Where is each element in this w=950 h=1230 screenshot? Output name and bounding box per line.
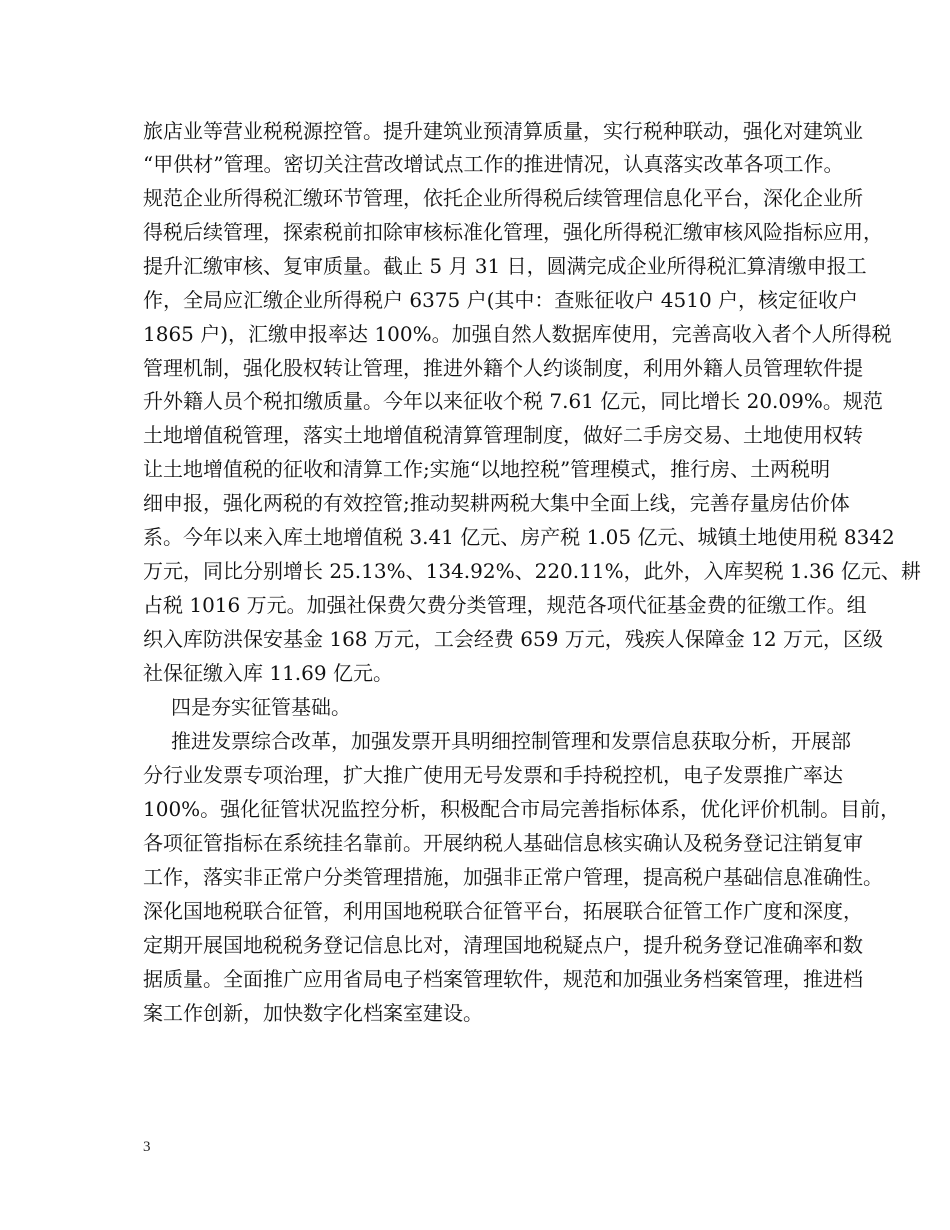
- text-line: 得税后续管理，探索税前扣除审核标准化管理，强化所得税汇缴审核风险指标应用，: [143, 220, 883, 244]
- text-line: 旅店业等营业税税源控管。提升建筑业预清算质量，实行税种联动，强化对建筑业: [143, 119, 863, 143]
- text-line: 四是夯实征管基础。: [171, 695, 351, 719]
- text-line: 工作，落实非正常户分类管理措施，加强非正常户管理，提高税户基础信息准确性。: [143, 865, 883, 889]
- text-line: 万元，同比分别增长 25.13%、134.92%、220.11%，此外，入库契税 1.36 亿元、耕: [143, 559, 921, 583]
- text-line: 案工作创新，加快数字化档案室建设。: [143, 1001, 483, 1025]
- text-line: 升外籍人员个税扣缴质量。今年以来征收个税 7.61 亿元，同比增长 20.09%。规范: [143, 389, 883, 413]
- text-line: 据质量。全面推广应用省局电子档案管理软件，规范和加强业务档案管理，推进档: [143, 967, 863, 991]
- text-line: 推进发票综合改革，加强发票开具明细控制管理和发票信息获取分析，开展部: [171, 729, 851, 753]
- text-line: 让土地增值税的征收和清算工作;实施“以地控税”管理模式，推行房、土两税明: [143, 457, 831, 481]
- text-line: 土地增值税管理，落实土地增值税清算管理制度，做好二手房交易、土地使用权转: [143, 423, 863, 447]
- text-line: 定期开展国地税税务登记信息比对，清理国地税疑点户，提升税务登记准确率和数: [143, 933, 863, 957]
- text-line: 深化国地税联合征管，利用国地税联合征管平台，拓展联合征管工作广度和深度，: [143, 899, 863, 923]
- text-line: 占税 1016 万元。加强社保费欠费分类管理，规范各项代征基金费的征缴工作。组: [143, 593, 867, 617]
- text-line: 提升汇缴审核、复审质量。截止 5 月 31 日，圆满完成企业所得税汇算清缴申报工: [143, 254, 867, 278]
- text-line: 管理机制，强化股权转让管理，推进外籍个人约谈制度，利用外籍人员管理软件提: [143, 356, 863, 380]
- text-line: 细申报，强化两税的有效控管;推动契耕两税大集中全面上线，完善存量房估价体: [143, 491, 850, 515]
- page-number: 3: [143, 1139, 151, 1155]
- text-line: 织入库防洪保安基金 168 万元，工会经费 659 万元，残疾人保障金 12 万元，区级: [143, 627, 883, 651]
- text-line: 社保征缴入库 11.69 亿元。: [143, 661, 393, 685]
- text-line: 分行业发票专项治理，扩大推广使用无号发票和手持税控机，电子发票推广率达: [143, 763, 843, 787]
- text-line: 作，全局应汇缴企业所得税户 6375 户(其中：查账征收户 4510 户，核定征收户: [143, 288, 859, 312]
- text-line: 系。今年以来入库土地增值税 3.41 亿元、房产税 1.05 亿元、城镇土地使用税 8342: [143, 525, 895, 549]
- text-line: 100%。强化征管状况监控分析，积极配合市局完善指标体系，优化评价机制。目前，: [143, 797, 901, 821]
- text-line: 规范企业所得税汇缴环节管理，依托企业所得税后续管理信息化平台，深化企业所: [143, 186, 863, 210]
- text-line: 1865 户)，汇缴申报率达 100%。加强自然人数据库使用，完善高收入者个人所得税: [143, 322, 892, 346]
- text-line: 各项征管指标在系统挂名靠前。开展纳税人基础信息核实确认及税务登记注销复审: [143, 831, 863, 855]
- text-line: “甲供材”管理。密切关注营改增试点工作的推进情况，认真落实改革各项工作。: [143, 152, 844, 176]
